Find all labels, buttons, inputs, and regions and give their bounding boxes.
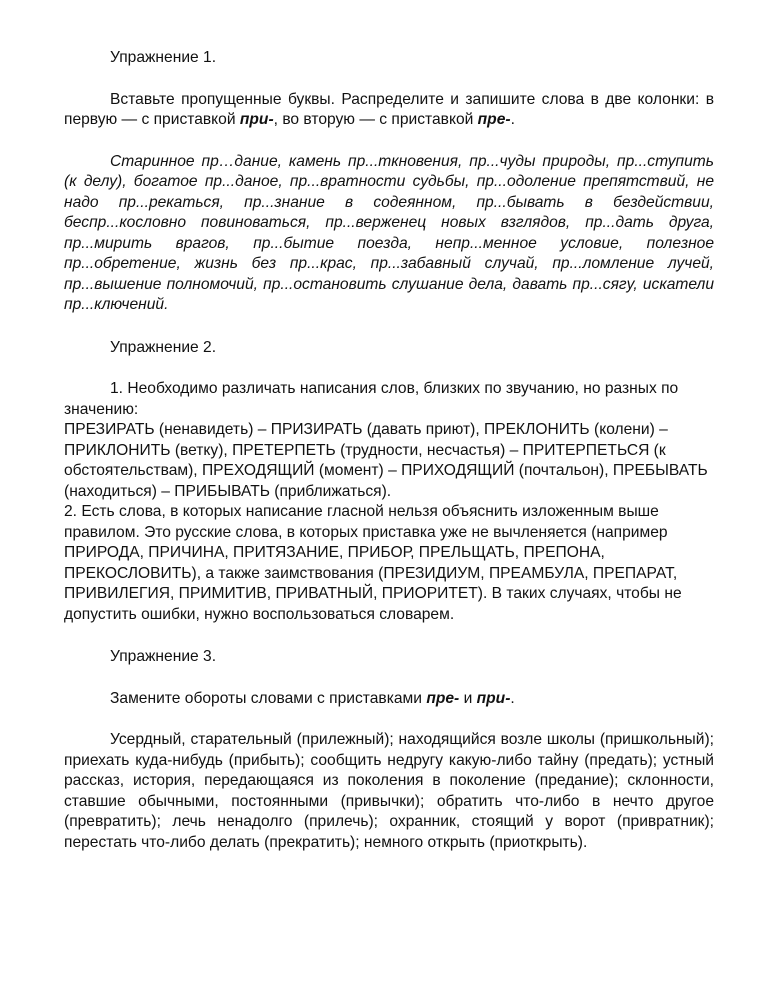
exercise-3-instruction-text-a: Замените обороты словами с приставками [110,689,427,707]
exercise-3-instruction-text-c: . [510,689,515,707]
prefix-pre: пре- [426,689,460,707]
exercise-2-word-pairs: ПРЕЗИРАТЬ (ненавидеть) – ПРИЗИРАТЬ (давать приют), ПРЕКЛОНИТЬ (колени) – ПРИКЛОНИТЬ (ветку), ПРЕТЕРПЕТЬ (трудности, несчастья) – ПРИТЕРПЕТЬСЯ (к обстоятельствам), ПРЕХОДЯЩИЙ (момент) – ПРИХОДЯЩИЙ (почтальон), ПРЕБЫВАТЬ (находиться) – ПРИБЫВАТЬ (приближаться). [64,421,708,500]
prefix-pri: при- [476,689,511,707]
prefix-pre: пре- [477,111,511,128]
exercise-2-body [64,379,714,625]
exercise-2-title: Упражнение 2. [110,338,217,356]
exercise-2-paragraph-1: 1. Необходимо различать написания слов, близких по звучанию, но разных по значению: [64,380,679,418]
document-page [64,48,714,853]
exercise-3-title: Упражнение 3. [110,648,217,665]
exercise-1-instruction-text-c: . [510,111,515,128]
exercise-1-word-list: Старинное пр…дание, камень пр...ткновения, пр...чуды природы, пр...ступить (к делу), богатое пр...даное, пр...вратности судьбы, пр...одоление препятствий, не надо пр...рекаться, пр...знание в содеянном, пр...бывать в бездействии, беспр...кословно повиноваться, пр...верженец новых взглядов, пр...дать друга, пр...мирить врагов, пр...бытие поезда, непр...менное условие, полезное пр...обретение, жизнь без пр...крас, пр...забавный случай, пр...ломление лучей, пр...вышение полномочий, пр...остановить слушание дела, давать пр...сягу, искатели пр...ключений. [64,152,714,313]
prefix-pri: при- [239,111,274,128]
exercise-3-instruction [64,689,714,710]
exercise-1-title: Упражнение 1. [110,49,217,66]
exercise-1-instruction-text-a: Вставьте пропущенные буквы. Распределите и запишите слова в две колонки: в первую — с приставкой [64,90,714,128]
exercise-2-paragraph-2: 2. Есть слова, в которых написание гласной нельзя объяснить изложенным выше правилом. Это русские слова, в которых приставка уже не вычленяется (например ПРИРОДА, ПРИЧИНА, ПРИТЯЗАНИЕ, ПРИБОР, ПРЕЛЬЩАТЬ, ПРЕПОНА, ПРЕКОСЛОВИТЬ), а также заимствования (ПРЕЗИДИУМ, ПРЕАМБУЛА, ПРЕПАРАТ, ПРИВИЛЕГИЯ, ПРИМИТИВ, ПРИВАТНЫЙ, ПРИОРИТЕТ). В таких случаях, чтобы не допустить ошибки, нужно воспользоваться словарем. [64,503,682,623]
exercise-3-body: Усердный, старательный (прилежный); находящийся возле школы (пришкольный); приехать куда-нибудь (прибыть); сообщить недругу какую-либо тайну (предать); устный рассказ, история, передающаяся из поколения в поколение (предание); склонности, ставшие обычными, постоянными (привычки); обратить что-либо в нечто другое (превратить); лечь ненадолго (прилечь); охранник, стоящий у ворот (привратник); перестать что-либо делать (прекратить); немного открыть (приоткрыть). [64,731,714,851]
exercise-1-instruction [64,90,714,131]
exercise-3-instruction-text-b: и [459,689,477,707]
exercise-1-instruction-text-b: , во вторую — с приставкой [273,111,478,128]
